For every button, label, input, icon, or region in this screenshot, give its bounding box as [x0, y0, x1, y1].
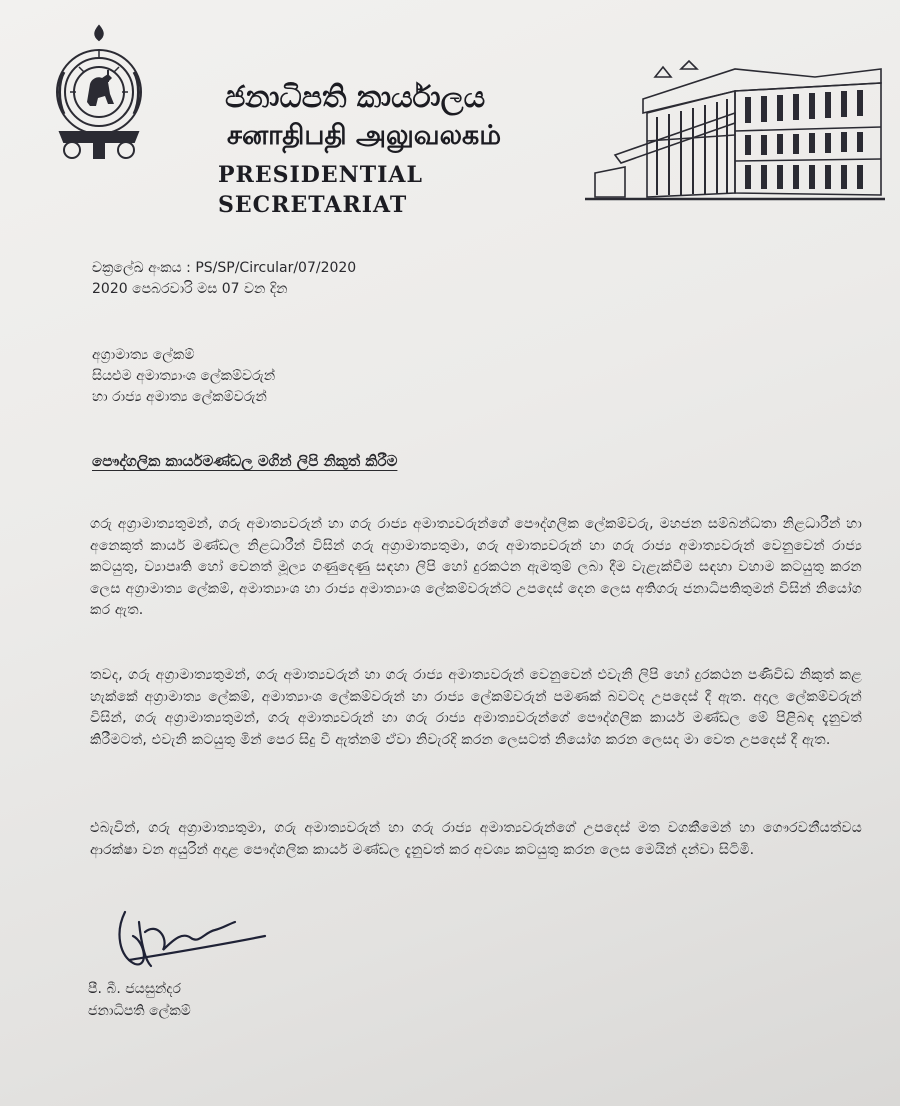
title-sinhala: ජනාධිපති කාර්යාලය	[225, 80, 486, 115]
title-english: PRESIDENTIAL SECRETARIAT	[218, 162, 423, 218]
title-tamil: சனாதிபதி அலுவலகம்	[227, 120, 502, 151]
recipient-line: අග්‍රාමාත්‍ය ලේකම්	[92, 347, 195, 363]
signer-block	[88, 978, 191, 1022]
body-paragraph-1: ගරු අග්‍රාමාත්‍යතුමන්, ගරු අමාත්‍යවරුන් හා ගරු රාජ්‍ය අමාත්‍යවරුන්ගේ පෞද්ගලික ලේකම්වරු, මහජන සම්බන්ධතා නිළධාරීන් හා අනෙකුත් කාර්ය මණ්ඩල නිළධාරීන් විසින් ගරු අග්‍රාමාත්‍යතුමා, ගරු අමාත්‍යවරුන් හා ගරු රාජ්‍ය අමාත්‍යවරුන් වෙනුවෙන් රාජ්‍ය කටයුතු, ව්‍යාපෘති හෝ වෙනත් මූල්‍ය ගණුදෙණු සඳහා ලිපි හෝ දුරකථන ඇමතුම් ලබා දීම වැළැක්වීම සඳහා වහාම කටයුතු කරන ලෙස අග්‍රාමාත්‍ය ලේකම්, අමාත්‍යාංශ හා රාජ්‍ය අමාත්‍යාංශ ලේකම්වරුන්ට උපදෙස් දෙන ලෙස අතිගරු ජනාධිපතිතුමන් විසින් නියෝග කර ඇත.	[90, 516, 862, 618]
letter-date: 2020 පෙබරවාරි මස 07 වන දින	[92, 281, 288, 297]
circular-number: චක්‍රලේඛ අංකය : PS/SP/Circular/07/2020	[92, 260, 357, 276]
letterhead-title	[218, 78, 545, 220]
recipient-line: හා රාජ්‍ය අමාත්‍ය ලේකම්වරුන්	[92, 389, 267, 405]
recipient-line: සියළුම අමාත්‍යාංශ ලේකම්වරුන්	[92, 368, 276, 384]
presidential-secretariat-building-icon	[585, 55, 885, 205]
recipients-block	[92, 345, 275, 408]
body-paragraph-3: එබැවින්, ගරු අග්‍රාමාත්‍යතුමා, ගරු අමාත්‍යවරුන් හා ගරු රාජ්‍ය අමාත්‍යවරුන්ගේ උපදෙස් මත වගකීමෙන් හා ගෞරවනීයත්වය ආරක්ෂා වන අයුරින් අදාළ පෞද්ගලික කාර්ය මණ්ඩල දැනුවත් කර අවශ්‍ය කටයුතු කරන ලෙස මෙයින් දන්වා සිටිමි.	[90, 820, 862, 858]
handwritten-signature	[105, 902, 275, 982]
reference-block	[92, 258, 356, 300]
body-paragraph-2: තවද, ගරු අග්‍රාමාත්‍යතුමන්, ගරු අමාත්‍යවරුන් හා ගරු රාජ්‍ය අමාත්‍යවරුන් වෙනුවෙන් එවැනි ලිපි හෝ දුරකථන පණිවිඩ නිකුත් කළ හැක්කේ අග්‍රාමාත්‍ය ලේකම්, අමාත්‍යාංශ ලේකම්වරුන් හා රාජ්‍ය ලේකම්වරුන් පමණක් බවටද උපදෙස් දී ඇත. අදාල ලේකම්වරුන් විසින්, ගරු අග්‍රාමාත්‍යතුමන්, ගරු අමාත්‍යවරුන් හා ගරු රාජ්‍ය අමාත්‍යවරුන්ගේ පෞද්ගලික කාර්ය මණ්ඩල මේ පිළිබඳ දැනුවත් කිරීමටත්, එවැනි කටයුතු මින් පෙර සිදු වී ඇත්නම් ඒවා නිවැරදි කරන ලෙසටත් නියෝග කරන ලෙසද මා වෙත උපදෙස් දී ඇත.	[90, 667, 862, 748]
signer-name: පී. බී. ජයසුන්දර	[88, 981, 181, 997]
letter-subject: පෞද්ගලික කාර්යමණ්ඩල මගින් ලිපි නිකුත් කිරීම	[92, 452, 398, 470]
sri-lanka-emblem-icon	[50, 22, 148, 162]
signer-title: ජනාධිපති ලේකම්	[88, 1003, 191, 1019]
